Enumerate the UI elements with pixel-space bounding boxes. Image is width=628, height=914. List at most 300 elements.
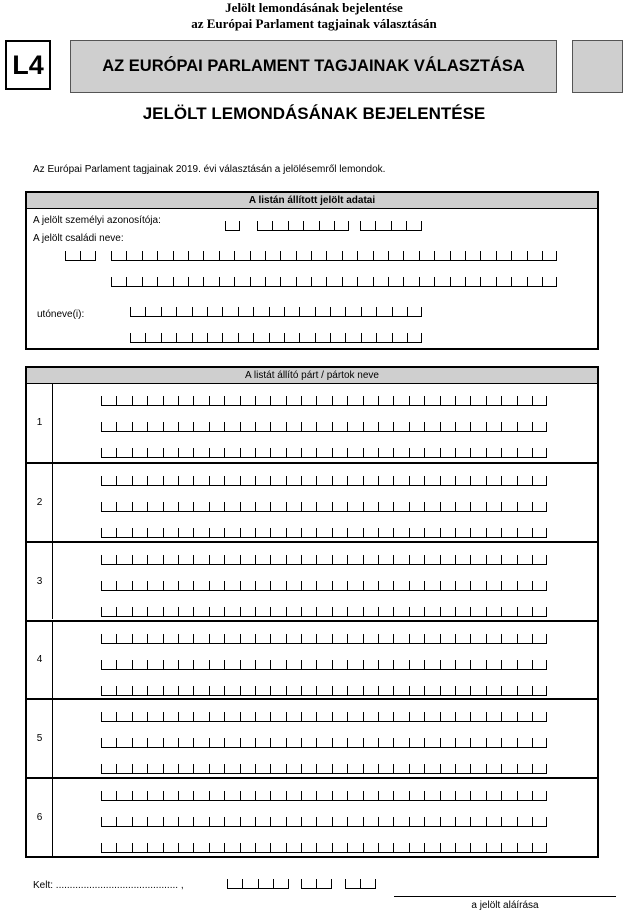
character-cell[interactable] [378,528,393,538]
character-cell[interactable] [440,581,455,591]
character-cell[interactable] [234,251,249,261]
character-cell[interactable] [470,422,485,432]
character-cell[interactable] [455,843,470,853]
character-cell[interactable] [270,581,285,591]
character-cell[interactable] [209,396,224,406]
character-cell[interactable] [486,607,501,617]
character-cell[interactable] [316,686,331,696]
character-cell[interactable] [376,307,391,317]
character-cell[interactable] [316,581,331,591]
character-cell[interactable] [193,555,208,565]
character-cell[interactable] [363,660,378,670]
character-cell[interactable] [470,738,485,748]
character-cell[interactable] [286,555,301,565]
character-cell[interactable] [111,251,126,261]
character-cell[interactable] [132,686,147,696]
character-cell[interactable] [163,712,178,722]
character-cell[interactable] [303,221,318,231]
character-cell[interactable] [316,476,331,486]
character-cell[interactable] [163,634,178,644]
character-cell[interactable] [440,607,455,617]
character-cell[interactable] [209,738,224,748]
family-name-field-1b[interactable] [111,251,557,261]
character-cell[interactable] [378,738,393,748]
character-cell[interactable] [361,333,376,343]
character-cell[interactable] [409,422,424,432]
character-cell[interactable] [455,764,470,774]
given-names-field-2[interactable] [130,333,422,343]
character-cell[interactable] [161,333,176,343]
character-cell[interactable] [132,396,147,406]
character-cell[interactable] [332,528,347,538]
character-cell[interactable] [238,307,253,317]
character-cell[interactable] [378,791,393,801]
character-cell[interactable] [332,738,347,748]
character-cell[interactable] [409,817,424,827]
character-cell[interactable] [224,396,239,406]
character-cell[interactable] [116,502,131,512]
character-cell[interactable] [455,448,470,458]
character-cell[interactable] [378,843,393,853]
character-cell[interactable] [470,843,485,853]
character-cell[interactable] [225,221,240,231]
character-cell[interactable] [332,581,347,591]
party-name-line-3[interactable] [101,764,547,774]
character-cell[interactable] [163,764,178,774]
character-cell[interactable] [455,528,470,538]
character-cell[interactable] [470,764,485,774]
character-cell[interactable] [334,221,349,231]
character-cell[interactable] [132,791,147,801]
character-cell[interactable] [147,712,162,722]
character-cell[interactable] [192,333,207,343]
character-cell[interactable] [363,791,378,801]
character-cell[interactable] [391,221,406,231]
character-cell[interactable] [486,712,501,722]
character-cell[interactable] [147,817,162,827]
character-cell[interactable] [373,277,388,287]
character-cell[interactable] [403,251,418,261]
character-cell[interactable] [424,502,439,512]
character-cell[interactable] [393,528,408,538]
character-cell[interactable] [250,277,265,287]
character-cell[interactable] [326,251,341,261]
character-cell[interactable] [116,396,131,406]
character-cell[interactable] [101,817,116,827]
character-cell[interactable] [255,448,270,458]
character-cell[interactable] [501,396,516,406]
character-cell[interactable] [193,502,208,512]
character-cell[interactable] [178,502,193,512]
character-cell[interactable] [101,738,116,748]
character-cell[interactable] [286,817,301,827]
signature-line[interactable] [394,896,616,897]
character-cell[interactable] [193,476,208,486]
character-cell[interactable] [193,528,208,538]
character-cell[interactable] [284,333,299,343]
character-cell[interactable] [532,686,547,696]
character-cell[interactable] [238,333,253,343]
character-cell[interactable] [527,251,542,261]
character-cell[interactable] [440,502,455,512]
character-cell[interactable] [532,712,547,722]
character-cell[interactable] [332,555,347,565]
character-cell[interactable] [347,843,362,853]
character-cell[interactable] [116,634,131,644]
character-cell[interactable] [116,607,131,617]
character-cell[interactable] [132,607,147,617]
character-cell[interactable] [409,843,424,853]
character-cell[interactable] [440,738,455,748]
character-cell[interactable] [193,634,208,644]
character-cell[interactable] [147,660,162,670]
character-cell[interactable] [116,581,131,591]
character-cell[interactable] [255,660,270,670]
character-cell[interactable] [270,448,285,458]
character-cell[interactable] [209,448,224,458]
character-cell[interactable] [132,502,147,512]
character-cell[interactable] [357,251,372,261]
character-cell[interactable] [224,502,239,512]
character-cell[interactable] [455,660,470,670]
character-cell[interactable] [116,843,131,853]
character-cell[interactable] [517,738,532,748]
character-cell[interactable] [347,476,362,486]
character-cell[interactable] [286,502,301,512]
character-cell[interactable] [363,712,378,722]
character-cell[interactable] [440,660,455,670]
character-cell[interactable] [480,277,495,287]
character-cell[interactable] [209,791,224,801]
character-cell[interactable] [224,634,239,644]
character-cell[interactable] [286,448,301,458]
character-cell[interactable] [147,634,162,644]
character-cell[interactable] [409,476,424,486]
character-cell[interactable] [316,843,331,853]
character-cell[interactable] [388,251,403,261]
character-cell[interactable] [347,686,362,696]
character-cell[interactable] [486,555,501,565]
character-cell[interactable] [224,581,239,591]
character-cell[interactable] [286,791,301,801]
character-cell[interactable] [219,251,234,261]
character-cell[interactable] [240,712,255,722]
character-cell[interactable] [424,448,439,458]
character-cell[interactable] [255,843,270,853]
character-cell[interactable] [393,607,408,617]
character-cell[interactable] [424,476,439,486]
character-cell[interactable] [270,817,285,827]
character-cell[interactable] [255,607,270,617]
character-cell[interactable] [101,607,116,617]
character-cell[interactable] [393,502,408,512]
character-cell[interactable] [470,712,485,722]
character-cell[interactable] [486,817,501,827]
party-name-line-1[interactable] [101,634,547,644]
character-cell[interactable] [207,333,222,343]
character-cell[interactable] [116,422,131,432]
character-cell[interactable] [527,277,542,287]
character-cell[interactable] [178,555,193,565]
character-cell[interactable] [145,333,160,343]
character-cell[interactable] [116,660,131,670]
character-cell[interactable] [378,712,393,722]
character-cell[interactable] [101,476,116,486]
character-cell[interactable] [163,396,178,406]
party-name-line-1[interactable] [101,791,547,801]
character-cell[interactable] [376,333,391,343]
character-cell[interactable] [501,686,516,696]
character-cell[interactable] [193,764,208,774]
character-cell[interactable] [532,422,547,432]
character-cell[interactable] [363,448,378,458]
character-cell[interactable] [440,448,455,458]
character-cell[interactable] [311,251,326,261]
character-cell[interactable] [434,251,449,261]
character-cell[interactable] [424,581,439,591]
character-cell[interactable] [250,251,265,261]
character-cell[interactable] [209,843,224,853]
personal-id-field-3[interactable] [360,221,422,231]
character-cell[interactable] [224,817,239,827]
character-cell[interactable] [178,396,193,406]
character-cell[interactable] [501,791,516,801]
character-cell[interactable] [347,634,362,644]
character-cell[interactable] [301,738,316,748]
character-cell[interactable] [517,607,532,617]
character-cell[interactable] [132,712,147,722]
character-cell[interactable] [301,607,316,617]
character-cell[interactable] [286,476,301,486]
character-cell[interactable] [299,333,314,343]
character-cell[interactable] [378,448,393,458]
character-cell[interactable] [193,791,208,801]
character-cell[interactable] [532,607,547,617]
character-cell[interactable] [347,660,362,670]
character-cell[interactable] [373,251,388,261]
character-cell[interactable] [342,277,357,287]
character-cell[interactable] [270,634,285,644]
character-cell[interactable] [203,251,218,261]
character-cell[interactable] [363,843,378,853]
party-name-line-2[interactable] [101,502,547,512]
character-cell[interactable] [501,634,516,644]
character-cell[interactable] [393,712,408,722]
character-cell[interactable] [316,879,331,889]
character-cell[interactable] [316,738,331,748]
character-cell[interactable] [132,817,147,827]
character-cell[interactable] [363,502,378,512]
character-cell[interactable] [424,607,439,617]
character-cell[interactable] [470,817,485,827]
character-cell[interactable] [301,634,316,644]
character-cell[interactable] [132,843,147,853]
character-cell[interactable] [270,686,285,696]
character-cell[interactable] [342,251,357,261]
party-name-line-2[interactable] [101,422,547,432]
character-cell[interactable] [227,879,242,889]
character-cell[interactable] [163,528,178,538]
character-cell[interactable] [269,307,284,317]
character-cell[interactable] [332,843,347,853]
character-cell[interactable] [316,528,331,538]
character-cell[interactable] [270,607,285,617]
character-cell[interactable] [101,764,116,774]
character-cell[interactable] [255,686,270,696]
character-cell[interactable] [332,764,347,774]
party-name-line-2[interactable] [101,817,547,827]
character-cell[interactable] [193,448,208,458]
character-cell[interactable] [224,712,239,722]
character-cell[interactable] [393,764,408,774]
family-name-field-2[interactable] [111,277,557,287]
character-cell[interactable] [301,660,316,670]
character-cell[interactable] [101,843,116,853]
character-cell[interactable] [486,476,501,486]
character-cell[interactable] [255,712,270,722]
character-cell[interactable] [409,581,424,591]
character-cell[interactable] [209,607,224,617]
character-cell[interactable] [286,712,301,722]
character-cell[interactable] [145,307,160,317]
character-cell[interactable] [347,791,362,801]
character-cell[interactable] [486,843,501,853]
character-cell[interactable] [101,502,116,512]
character-cell[interactable] [486,581,501,591]
character-cell[interactable] [393,686,408,696]
character-cell[interactable] [407,307,422,317]
character-cell[interactable] [240,634,255,644]
party-name-line-2[interactable] [101,660,547,670]
character-cell[interactable] [224,422,239,432]
character-cell[interactable] [178,817,193,827]
character-cell[interactable] [193,738,208,748]
character-cell[interactable] [255,422,270,432]
character-cell[interactable] [193,607,208,617]
character-cell[interactable] [542,277,557,287]
character-cell[interactable] [163,660,178,670]
character-cell[interactable] [316,817,331,827]
character-cell[interactable] [65,251,80,261]
character-cell[interactable] [455,791,470,801]
character-cell[interactable] [409,712,424,722]
character-cell[interactable] [393,738,408,748]
character-cell[interactable] [424,528,439,538]
character-cell[interactable] [440,634,455,644]
character-cell[interactable] [409,634,424,644]
character-cell[interactable] [378,422,393,432]
character-cell[interactable] [419,277,434,287]
character-cell[interactable] [378,686,393,696]
character-cell[interactable] [286,422,301,432]
character-cell[interactable] [224,476,239,486]
character-cell[interactable] [345,879,360,889]
character-cell[interactable] [286,396,301,406]
character-cell[interactable] [255,738,270,748]
character-cell[interactable] [147,581,162,591]
character-cell[interactable] [347,764,362,774]
character-cell[interactable] [126,251,141,261]
character-cell[interactable] [316,764,331,774]
character-cell[interactable] [132,738,147,748]
character-cell[interactable] [301,764,316,774]
character-cell[interactable] [224,660,239,670]
character-cell[interactable] [501,712,516,722]
character-cell[interactable] [132,581,147,591]
character-cell[interactable] [116,555,131,565]
character-cell[interactable] [301,843,316,853]
party-name-line-3[interactable] [101,607,547,617]
character-cell[interactable] [265,277,280,287]
character-cell[interactable] [316,448,331,458]
character-cell[interactable] [178,448,193,458]
character-cell[interactable] [486,422,501,432]
character-cell[interactable] [147,686,162,696]
character-cell[interactable] [101,634,116,644]
character-cell[interactable] [209,581,224,591]
character-cell[interactable] [178,660,193,670]
character-cell[interactable] [424,686,439,696]
character-cell[interactable] [347,502,362,512]
character-cell[interactable] [311,277,326,287]
character-cell[interactable] [301,422,316,432]
character-cell[interactable] [222,333,237,343]
character-cell[interactable] [532,555,547,565]
character-cell[interactable] [193,660,208,670]
character-cell[interactable] [455,738,470,748]
character-cell[interactable] [332,502,347,512]
character-cell[interactable] [224,843,239,853]
character-cell[interactable] [424,712,439,722]
character-cell[interactable] [532,581,547,591]
party-name-line-1[interactable] [101,712,547,722]
character-cell[interactable] [130,307,145,317]
character-cell[interactable] [132,555,147,565]
character-cell[interactable] [116,686,131,696]
character-cell[interactable] [501,660,516,670]
character-cell[interactable] [517,396,532,406]
character-cell[interactable] [407,333,422,343]
given-names-field-1[interactable] [130,307,422,317]
character-cell[interactable] [147,607,162,617]
character-cell[interactable] [501,422,516,432]
personal-id-field-1[interactable] [225,221,240,231]
character-cell[interactable] [286,528,301,538]
character-cell[interactable] [286,581,301,591]
character-cell[interactable] [163,817,178,827]
character-cell[interactable] [409,528,424,538]
character-cell[interactable] [257,221,272,231]
character-cell[interactable] [363,686,378,696]
character-cell[interactable] [286,764,301,774]
character-cell[interactable] [378,764,393,774]
character-cell[interactable] [440,817,455,827]
character-cell[interactable] [178,422,193,432]
character-cell[interactable] [147,396,162,406]
character-cell[interactable] [178,607,193,617]
character-cell[interactable] [378,817,393,827]
character-cell[interactable] [470,660,485,670]
character-cell[interactable] [455,422,470,432]
character-cell[interactable] [163,476,178,486]
character-cell[interactable] [455,396,470,406]
character-cell[interactable] [240,476,255,486]
character-cell[interactable] [101,448,116,458]
character-cell[interactable] [330,333,345,343]
character-cell[interactable] [455,581,470,591]
character-cell[interactable] [255,396,270,406]
character-cell[interactable] [332,686,347,696]
